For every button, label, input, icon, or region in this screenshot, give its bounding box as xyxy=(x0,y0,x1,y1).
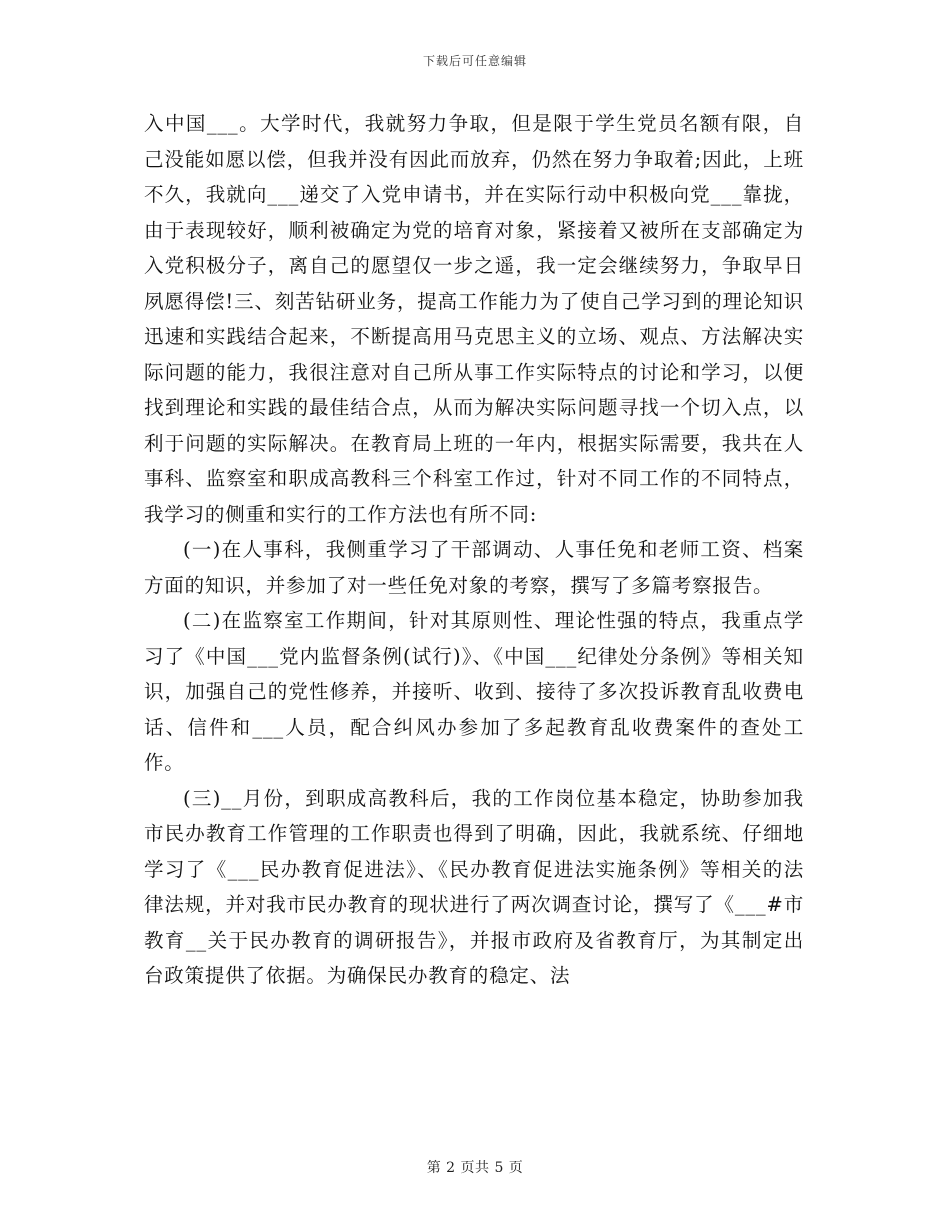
paragraph-4: (三)__月份，到职成高教科后，我的工作岗位基本稳定，协助参加我市民办教育工作管理的工作职责也得到了明确，因此，我就系统、仔细地学习了《___民办教育促进法》、《民办教育促进法实施条例》等相关的法律法规，并对我市民办教育的现状进行了两次调查讨论，撰写了《___#市教育__关于民办教育的调研报告》，并报市政府及省教育厅，为其制定出台政策提供了依据。为确保民办教育的稳定、法 xyxy=(144,786,804,987)
paragraph-1: 入中国___。大学时代，我就努力争取，但是限于学生党员名额有限，自己没能如愿以偿，但我并没有因此而放弃，仍然在努力争取着;因此，上班不久，我就向___递交了入党申请书，并在实际行动中积极向党___靠拢，由于表现较好，顺利被确定为党的培育对象，紧接着又被所在支部确定为入党积极分子，离自己的愿望仅一步之遥，我一定会继续努力，争取早日夙愿得偿!三、刻苦钻研业务，提高工作能力为了使自己学习到的理论知识迅速和实践结合起来，不断提高用马克思主义的立场、观点、方法解决实际问题的能力，我很注意对自己所从事工作实际特点的讨论和学习，以便找到理论和实践的最佳结合点，从而为解决实际问题寻找一个切入点，以利于问题的实际解决。在教育局上班的一年内，根据实际需要，我共在人事科、监察室和职成高教科三个科室工作过，针对不同工作的不同特点，我学习的侧重和实行的工作方法也有所不同: xyxy=(144,112,804,526)
paragraph-2: (一)在人事科，我侧重学习了干部调动、人事任免和老师工资、档案方面的知识，并参加了对一些任免对象的考察，撰写了多篇考察报告。 xyxy=(144,538,804,597)
paragraph-3: (二)在监察室工作期间，针对其原则性、理论性强的特点，我重点学习了《中国___党内监督条例(试行)》、《中国___纪律处分条例》等相关知识，加强自己的党性修养，并接听、收到、接待了多次投诉教育乱收费电话、信件和___人员，配合纠风办参加了多起教育乱收费案件的查处工作。 xyxy=(144,609,804,774)
document-body xyxy=(144,106,804,994)
page-header: 下载后可任意编辑 xyxy=(422,54,527,68)
page-footer: 第 2 页共 5 页 xyxy=(426,1160,524,1176)
